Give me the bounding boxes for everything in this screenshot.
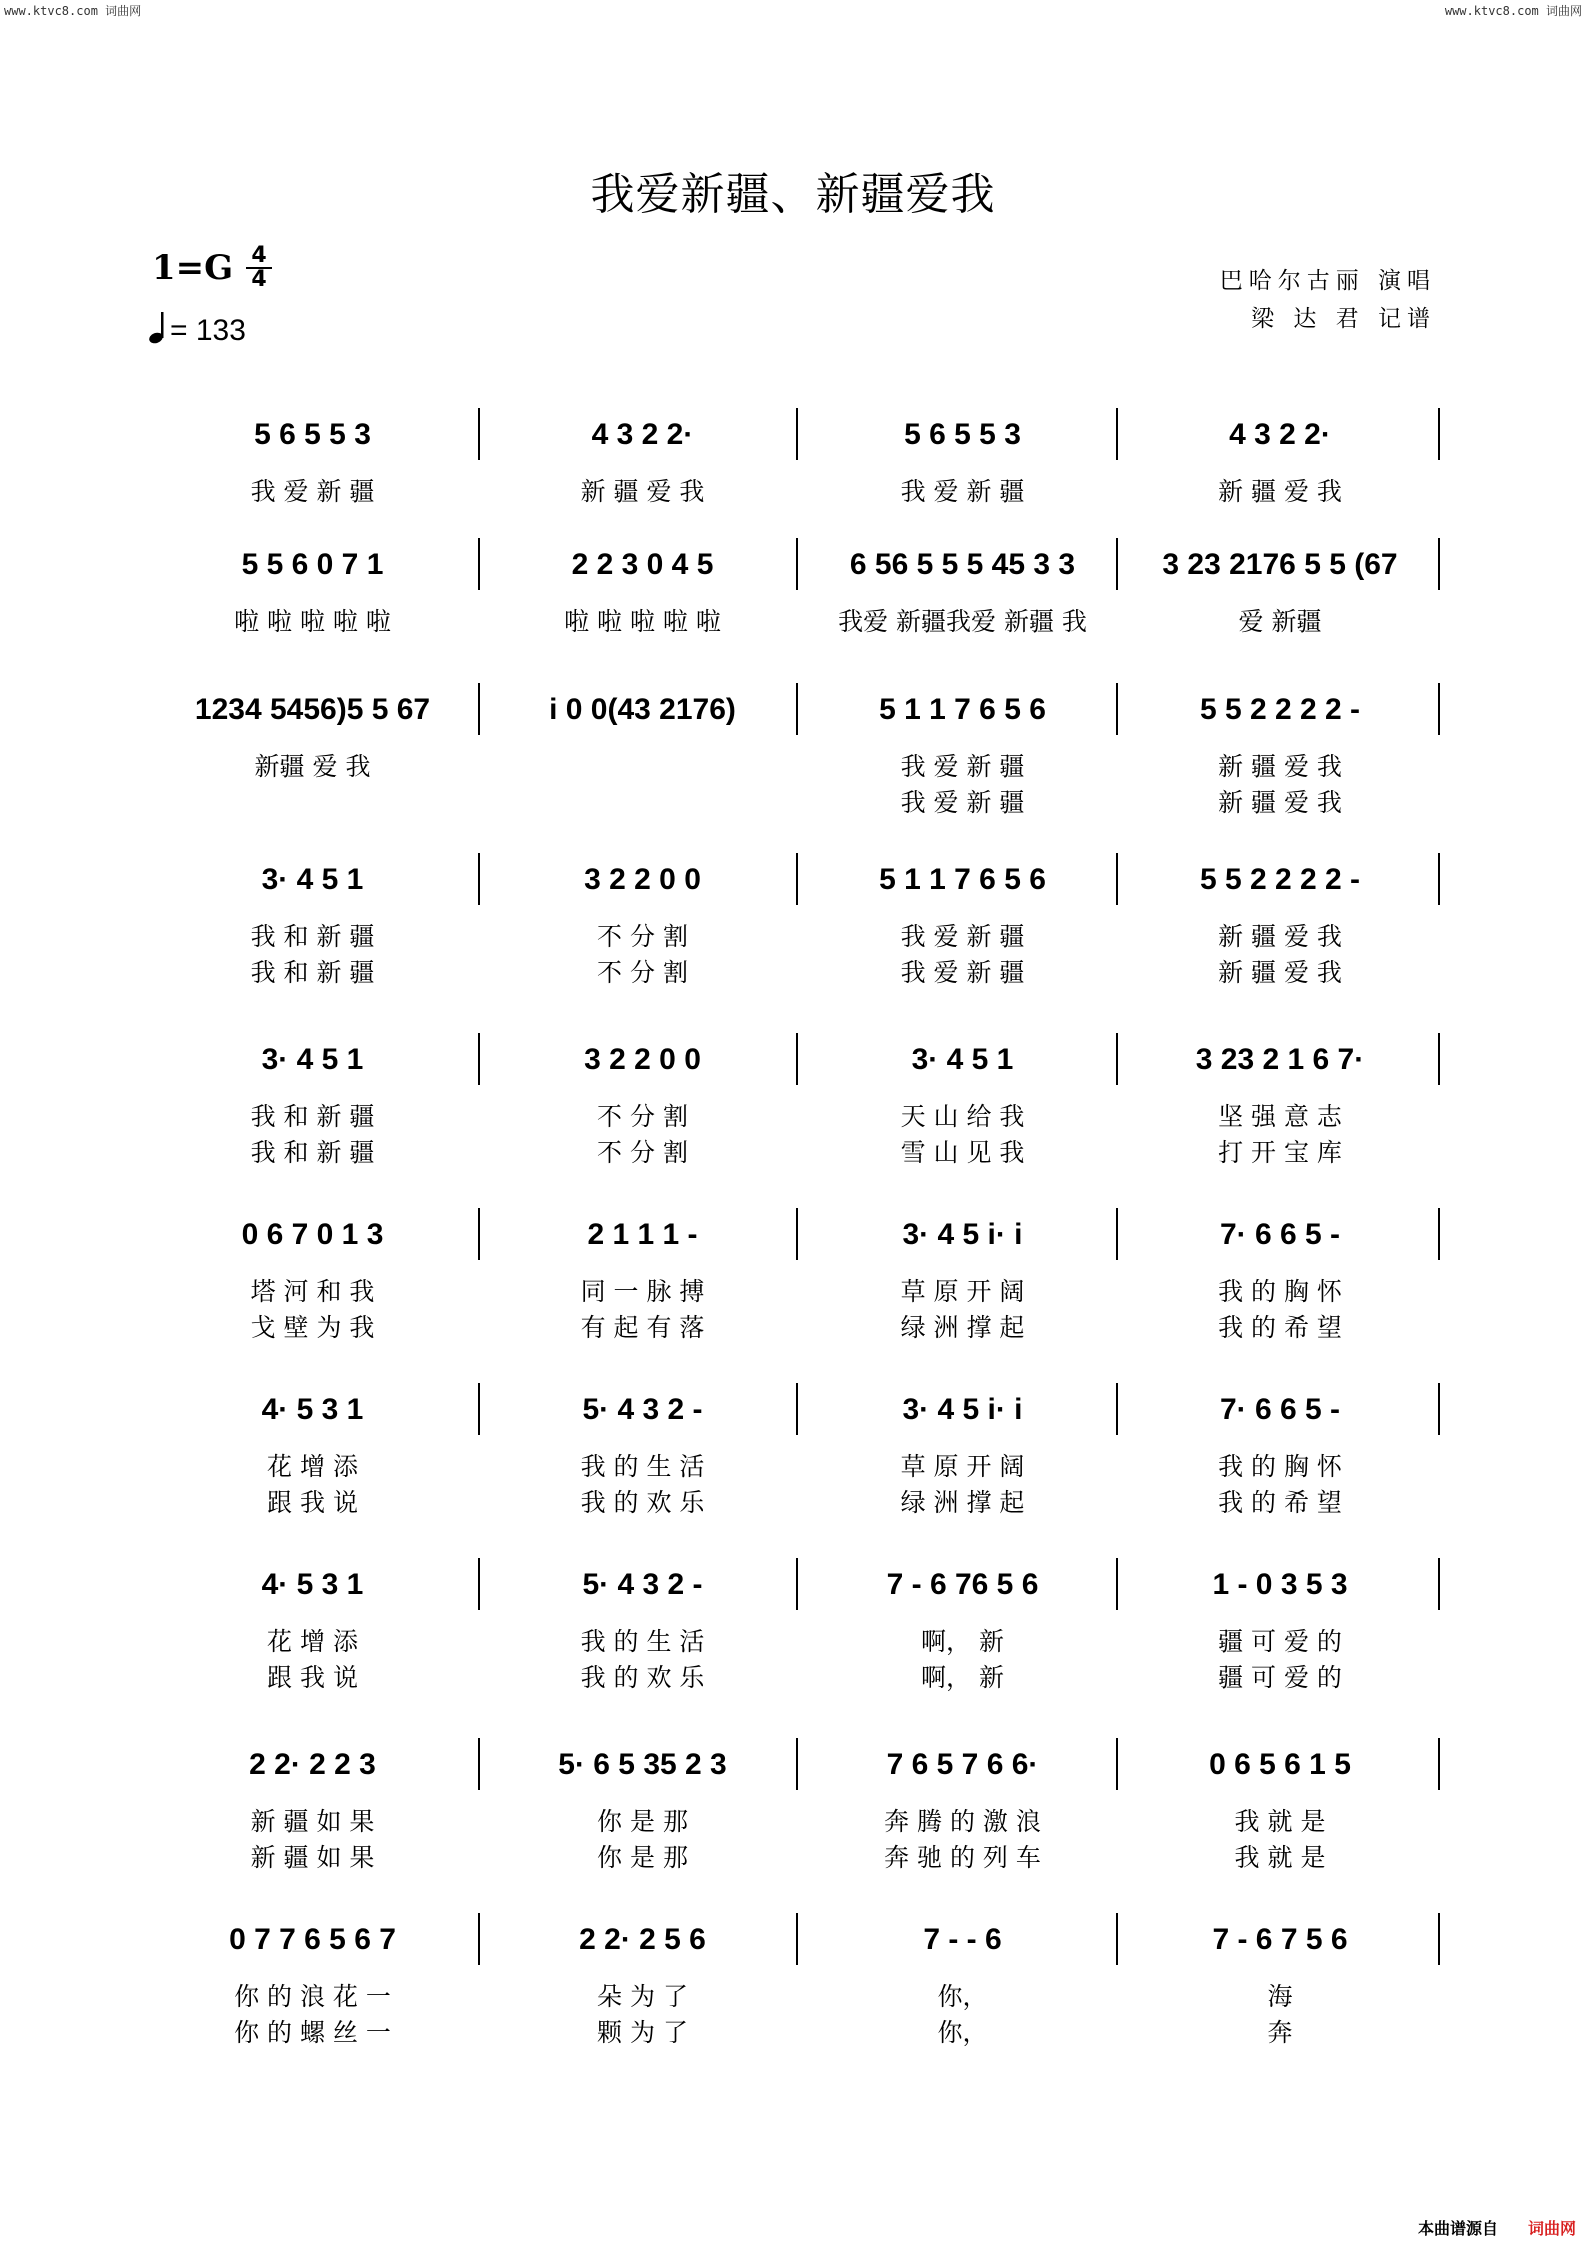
measure: 5· 4 3 2 -: [582, 1393, 703, 1426]
time-signature-top: 4: [251, 243, 267, 268]
barline: [1438, 1738, 1440, 1790]
lyric-line: [150, 1802, 1440, 1838]
measure: 3· 4 5 1: [261, 863, 364, 896]
measure: 0 6 7 0 1 3: [241, 1218, 384, 1251]
lyric-line: [150, 917, 1440, 953]
notes-line: [150, 1210, 1440, 1260]
time-signature: [246, 243, 272, 292]
lyric-segment: 我 的 欢 乐: [580, 1488, 705, 1517]
lyric-segment: 你 是 那: [597, 1843, 688, 1872]
barline: [1116, 1383, 1118, 1435]
barline: [478, 853, 480, 905]
tempo-marking: [148, 310, 246, 348]
lyric-segment: 啊， 新: [921, 1627, 1004, 1656]
measure: 7· 6 6 5 -: [1219, 1393, 1341, 1426]
lyric-segment: 打 开 宝 库: [1218, 1138, 1342, 1167]
barline: [1116, 1913, 1118, 1965]
lyric-segment: 啦 啦 啦 啦 啦: [564, 607, 721, 636]
barline: [1116, 853, 1118, 905]
measure: 2 1 1 1 -: [587, 1218, 698, 1251]
barline: [796, 538, 798, 590]
lyric-segment: 啦 啦 啦 啦 啦: [234, 607, 391, 636]
lyric-segment: 朵 为 了: [597, 1982, 688, 2011]
measure: 3· 4 5 1: [911, 1043, 1014, 1076]
lyric-segment: 花 增 添: [267, 1627, 358, 1656]
measure: 4 3 2 2·: [591, 418, 694, 451]
quarter-note-icon: [148, 310, 166, 344]
lyric-segment: 绿 洲 撑 起: [900, 1488, 1025, 1517]
lyric-segment: 你，: [937, 2018, 988, 2047]
measure: 2 2· 2 5 6: [579, 1923, 706, 1956]
song-title: 我爱新疆、新疆爱我: [590, 169, 996, 220]
measure: 6 56 5 5 5 45 3 3: [849, 548, 1076, 581]
lyric-line: [150, 1097, 1440, 1133]
barline: [478, 1913, 480, 1965]
measure: 3· 4 5 1: [261, 1043, 364, 1076]
lyric-segment: 天 山 给 我: [900, 1102, 1025, 1131]
lyric-segment: 新 疆 爱 我: [1218, 752, 1342, 781]
measure: 5 6 5 5 3: [254, 418, 371, 451]
lyric-segment: 你，: [937, 1982, 988, 2011]
lyric-segment: 花 增 添: [267, 1452, 358, 1481]
lyric-line: [150, 1838, 1440, 1874]
measure: 3 2 2 0 0: [584, 1043, 701, 1076]
watermark-left: www.ktvc8.com 词曲网: [4, 4, 142, 18]
lyric-segment: 我 的 欢 乐: [580, 1663, 705, 1692]
measure: 7 6 5 7 6 6·: [886, 1748, 1039, 1781]
lyric-segment: 奔: [1267, 2018, 1293, 2047]
measure: 1 - 0 3 5 3: [1212, 1568, 1348, 1601]
lyric-segment: 我 爱 新 疆: [900, 477, 1025, 506]
barline: [796, 1033, 798, 1085]
measure: 3 23 2176 5 5 (67: [1162, 548, 1398, 581]
barline: [478, 408, 480, 460]
barline: [478, 1738, 480, 1790]
lyric-segment: 你 的 螺 丝 一: [234, 2018, 391, 2047]
lyric-line: [150, 1622, 1440, 1658]
lyric-segment: 有 起 有 落: [580, 1313, 705, 1342]
barline: [478, 683, 480, 735]
lyric-segment: 疆 可 爱 的: [1218, 1627, 1342, 1656]
measure: 3· 4 5 i· i: [902, 1393, 1023, 1426]
notes-line: [150, 1035, 1440, 1085]
barline: [478, 538, 480, 590]
barline: [1438, 1558, 1440, 1610]
barline: [1438, 683, 1440, 735]
lyric-segment: 跟 我 说: [267, 1488, 358, 1517]
lyric-line: [150, 783, 1440, 819]
key-signature: 1=G: [152, 248, 234, 288]
lyric-segment: 疆 可 爱 的: [1218, 1663, 1342, 1692]
lyric-line: [150, 602, 1440, 638]
measure: 5· 4 3 2 -: [582, 1568, 703, 1601]
barline: [1116, 538, 1118, 590]
lyric-segment: 跟 我 说: [267, 1663, 358, 1692]
lyric-segment: 同 一 脉 搏: [580, 1277, 705, 1306]
lyric-segment: 不 分 割: [597, 958, 688, 987]
lyric-segment: 我爱 新疆我爱 新疆 我: [838, 607, 1087, 636]
lyric-line: [150, 1658, 1440, 1694]
barline: [1438, 1913, 1440, 1965]
lyric-segment: 我 和 新 疆: [250, 1102, 375, 1131]
lyric-segment: 我 爱 新 疆: [900, 958, 1025, 987]
lyric-segment: 我 和 新 疆: [250, 922, 375, 951]
footer: [1418, 2216, 1576, 2239]
notes-line: [150, 685, 1440, 735]
barline: [1116, 1033, 1118, 1085]
barline: [1438, 853, 1440, 905]
lyric-line: [150, 1447, 1440, 1483]
barline: [796, 683, 798, 735]
lyric-segment: 你 是 那: [597, 1807, 688, 1836]
barline: [796, 1558, 798, 1610]
measure: i 0 0(43 2176): [549, 693, 736, 726]
lyric-segment: 我 的 生 活: [580, 1452, 705, 1481]
lyric-segment: 奔 腾 的 激 浪: [884, 1807, 1041, 1836]
measure: 5 1 1 7 6 5 6: [879, 863, 1046, 896]
measure: 2 2· 2 2 3: [249, 1748, 376, 1781]
measure: 2 2 3 0 4 5: [571, 548, 714, 581]
measure: 3 23 2 1 6 7·: [1195, 1043, 1365, 1076]
barline: [478, 1558, 480, 1610]
lyric-segment: 戈 壁 为 我: [250, 1313, 375, 1342]
lyric-segment: 绿 洲 撑 起: [900, 1313, 1025, 1342]
lyric-segment: 我 就 是: [1234, 1807, 1326, 1836]
credits: [1220, 262, 1436, 338]
lyric-segment: 我 爱 新 疆: [900, 788, 1025, 817]
measure: 5 1 1 7 6 5 6: [879, 693, 1046, 726]
notes-line: [150, 410, 1440, 460]
lyric-segment: 海: [1267, 1982, 1293, 2011]
measure: 4 3 2 2·: [1229, 418, 1331, 451]
measure: 7 - 6 7 5 6: [1212, 1923, 1348, 1956]
lyric-segment: 草 原 开 阔: [900, 1277, 1025, 1306]
lyric-segment: 我 爱 新 疆: [900, 922, 1025, 951]
notes-line: [150, 1740, 1440, 1790]
measure: 5 5 6 0 7 1: [241, 548, 384, 581]
lyric-segment: 我 的 生 活: [580, 1627, 705, 1656]
measure: 4· 5 3 1: [261, 1393, 364, 1426]
measure: 3· 4 5 i· i: [902, 1218, 1023, 1251]
measure: 7 - 6 76 5 6: [886, 1568, 1039, 1601]
lyric-segment: 不 分 割: [597, 922, 688, 951]
barline: [1116, 1738, 1118, 1790]
barline: [796, 1208, 798, 1260]
lyric-line: [150, 472, 1440, 508]
barline: [478, 1208, 480, 1260]
measure: 5· 6 5 35 2 3: [558, 1748, 727, 1781]
lyric-segment: 我 的 希 望: [1218, 1313, 1342, 1342]
measure: 7· 6 6 5 -: [1219, 1218, 1341, 1251]
lyric-segment: 新 疆 如 果: [250, 1843, 375, 1872]
lyric-line: [150, 1977, 1440, 2013]
lyric-line: [150, 747, 1440, 783]
lyric-segment: 你 的 浪 花 一: [234, 1982, 391, 2011]
lyric-segment: 坚 强 意 志: [1218, 1102, 1342, 1131]
lyric-segment: 我 爱 新 疆: [250, 477, 375, 506]
lyric-segment: 草 原 开 阔: [900, 1452, 1025, 1481]
barline: [1438, 538, 1440, 590]
lyric-line: [150, 2013, 1440, 2049]
notes-line: [150, 540, 1440, 590]
singer-credit: 巴哈尔古丽 演唱: [1219, 268, 1436, 294]
measure: 5 6 5 5 3: [904, 418, 1021, 451]
measure: 3 2 2 0 0: [584, 863, 701, 896]
notes-line: [150, 1560, 1440, 1610]
lyric-line: [150, 1308, 1440, 1344]
lyric-line: [150, 1133, 1440, 1169]
notes-line: [150, 1915, 1440, 1965]
lyric-segment: 颗 为 了: [597, 2018, 688, 2047]
watermark-right: www.ktvc8.com 词曲网: [1444, 4, 1582, 18]
lyric-segment: 啊， 新: [921, 1663, 1004, 1692]
lyric-segment: 奔 驰 的 列 车: [884, 1843, 1041, 1872]
lyric-segment: 新 疆 爱 我: [1218, 958, 1342, 987]
barline: [796, 1913, 798, 1965]
lyric-segment: 我 的 胸 怀: [1218, 1277, 1342, 1306]
lyric-line: [150, 1483, 1440, 1519]
barline: [1116, 1558, 1118, 1610]
lyric-segment: 我 和 新 疆: [250, 958, 375, 987]
barline: [796, 1738, 798, 1790]
barline: [796, 853, 798, 905]
barline: [478, 1033, 480, 1085]
lyric-segment: 不 分 割: [597, 1102, 688, 1131]
barline: [1438, 1383, 1440, 1435]
lyric-segment: 我 的 希 望: [1218, 1488, 1342, 1517]
lyric-segment: 新 疆 如 果: [250, 1807, 375, 1836]
tempo-value: = 133: [170, 314, 246, 347]
lyric-segment: 雪 山 见 我: [900, 1138, 1025, 1167]
lyric-line: [150, 953, 1440, 989]
barline: [796, 408, 798, 460]
lyric-segment: 我 爱 新 疆: [900, 752, 1025, 781]
lyric-segment: 我 就 是: [1234, 1843, 1326, 1872]
lyric-segment: 我 和 新 疆: [250, 1138, 375, 1167]
footer-source: 本曲谱源自: [1417, 2219, 1498, 2238]
notes-line: [150, 855, 1440, 905]
lyric-segment: 爱 新疆: [1238, 607, 1322, 636]
barline: [1116, 408, 1118, 460]
lyric-segment: 新 疆 爱 我: [1218, 788, 1342, 817]
footer-brand: 词曲网: [1527, 2219, 1576, 2238]
lyric-line: [150, 1272, 1440, 1308]
lyric-segment: 新 疆 爱 我: [1218, 477, 1342, 506]
notes-line: [150, 1385, 1440, 1435]
measure: 5 5 2 2 2 2 -: [1199, 693, 1361, 726]
barline: [1438, 1033, 1440, 1085]
measure: 7 - - 6: [923, 1923, 1002, 1956]
lyric-segment: 塔 河 和 我: [250, 1277, 375, 1306]
transcriber-credit: 梁 达 君 记谱: [1251, 306, 1436, 332]
lyric-segment: 我 的 胸 怀: [1218, 1452, 1342, 1481]
barline: [478, 1383, 480, 1435]
barline: [1438, 1208, 1440, 1260]
lyric-segment: 新疆 爱 我: [254, 752, 371, 781]
barline: [1438, 408, 1440, 460]
lyric-segment: 不 分 割: [597, 1138, 688, 1167]
lyric-segment: 新 疆 爱 我: [1218, 922, 1342, 951]
barline: [1116, 1208, 1118, 1260]
time-signature-bottom: 4: [251, 267, 267, 292]
measure: 5 5 2 2 2 2 -: [1199, 863, 1361, 896]
lyric-segment: 新 疆 爱 我: [580, 477, 705, 506]
barline: [796, 1383, 798, 1435]
measure: 4· 5 3 1: [261, 1568, 364, 1601]
barline: [1116, 683, 1118, 735]
measure: 0 6 5 6 1 5: [1209, 1748, 1351, 1781]
measure: 1234 5456)5 5 67: [194, 693, 431, 726]
measure: 0 7 7 6 5 6 7: [229, 1923, 396, 1956]
